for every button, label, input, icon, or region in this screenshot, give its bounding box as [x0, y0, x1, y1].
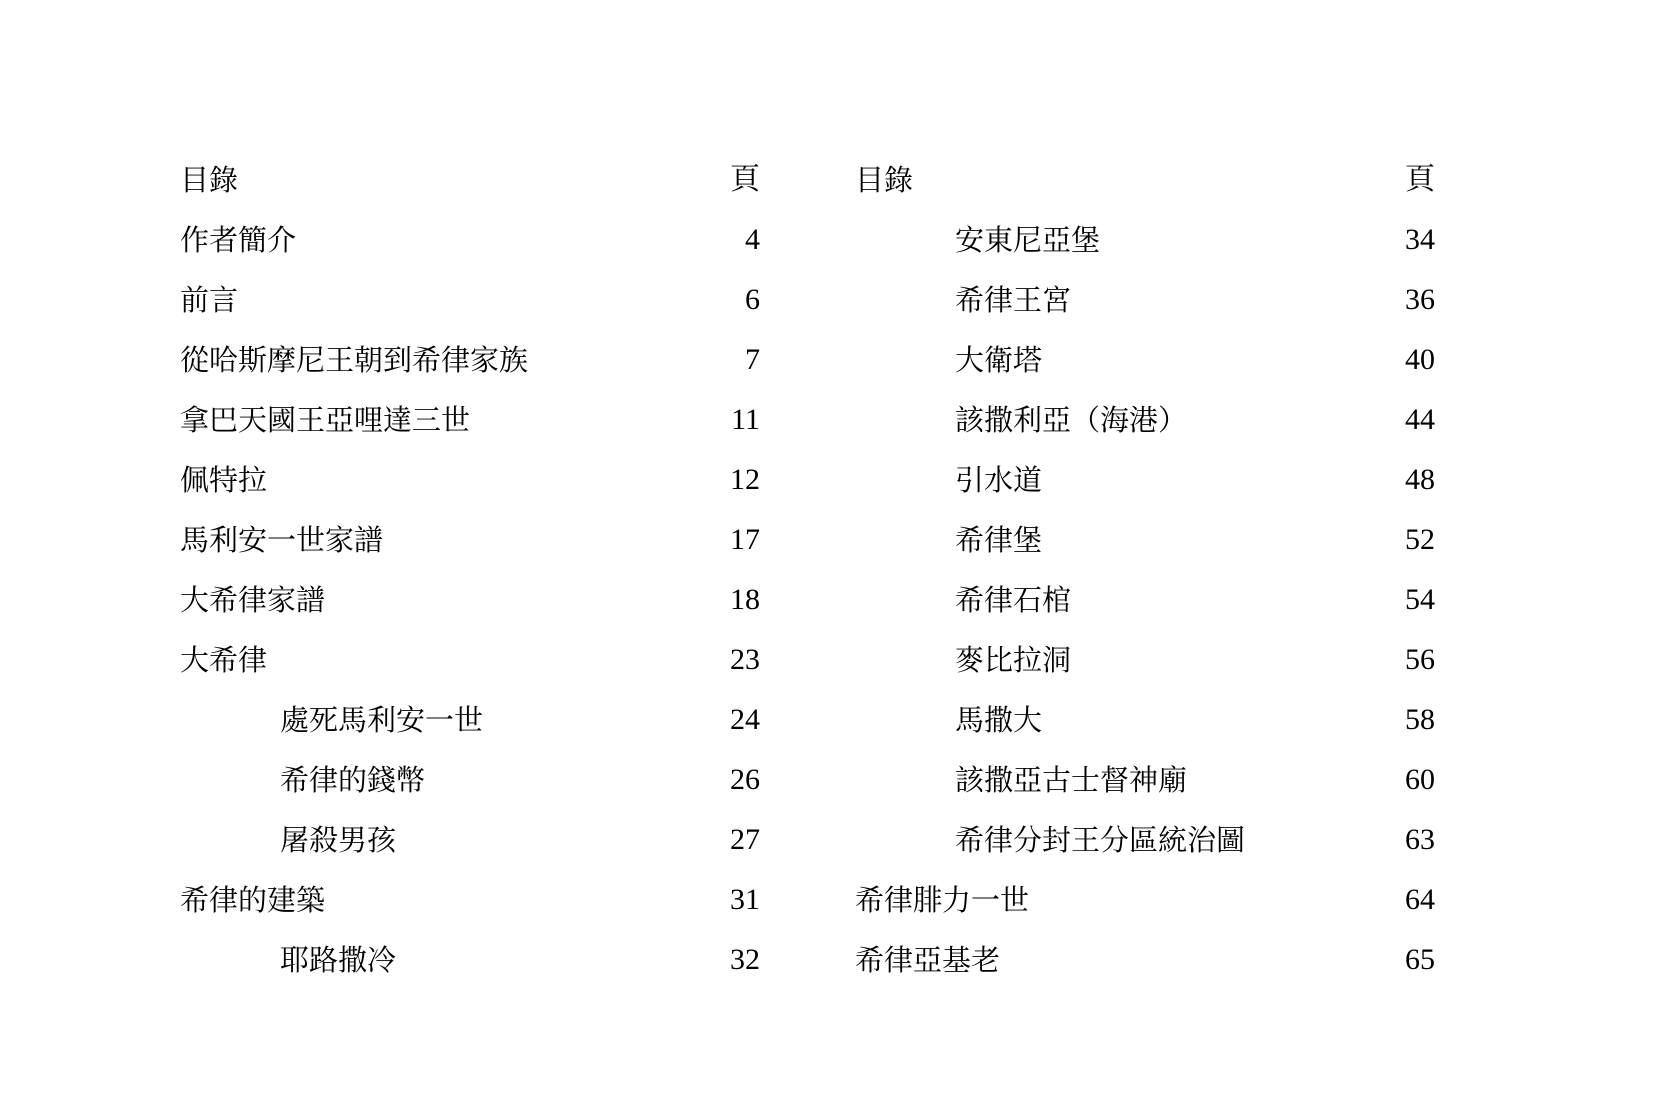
toc-entry-title: 前言 — [180, 283, 239, 317]
toc-entry-title: 馬撒大 — [955, 703, 1043, 737]
toc-column-left — [180, 160, 760, 1000]
toc-entry — [180, 760, 760, 820]
toc-entry — [855, 340, 1435, 400]
toc-heading: 目錄 — [180, 163, 239, 197]
toc-entry — [855, 280, 1435, 340]
toc-entry-title: 大希律家譜 — [180, 583, 326, 617]
toc-entry — [855, 760, 1435, 820]
toc-entries-left — [180, 220, 760, 1000]
toc-entry-title: 大衛塔 — [955, 343, 1043, 377]
toc-entry-page-number: 31 — [730, 883, 760, 916]
toc-entry-page-number: 27 — [730, 823, 760, 856]
toc-entry-title: 處死馬利安一世 — [280, 703, 484, 737]
page-column-heading: 頁 — [1405, 163, 1435, 196]
toc-entry-page-number: 32 — [730, 943, 760, 976]
toc-entry-page-number: 12 — [730, 463, 760, 496]
toc-column-right — [855, 160, 1435, 1000]
toc-entry-title: 希律石棺 — [955, 583, 1072, 617]
toc-entry-page-number: 65 — [1405, 943, 1435, 976]
toc-entry — [180, 280, 760, 340]
toc-entry — [180, 340, 760, 400]
toc-entry — [855, 700, 1435, 760]
toc-entry-page-number: 24 — [730, 703, 760, 736]
toc-entry-page-number: 64 — [1405, 883, 1435, 916]
toc-entry-page-number: 48 — [1405, 463, 1435, 496]
toc-entry-title: 安東尼亞堡 — [955, 223, 1101, 257]
toc-entry — [855, 940, 1435, 1000]
toc-entry — [180, 220, 760, 280]
toc-entry-title: 希律王宮 — [955, 283, 1072, 317]
toc-entry-title: 該撒亞古士督神廟 — [955, 763, 1188, 797]
toc-entry-title: 屠殺男孩 — [280, 823, 397, 857]
toc-entry — [180, 580, 760, 640]
toc-entry-page-number: 26 — [730, 763, 760, 796]
toc-entry — [855, 580, 1435, 640]
toc-entry-title: 從哈斯摩尼王朝到希律家族 — [180, 343, 529, 377]
toc-entry — [180, 640, 760, 700]
toc-entry-title: 耶路撒冷 — [280, 943, 397, 977]
toc-entry-title: 麥比拉洞 — [955, 643, 1072, 677]
toc-entry — [855, 880, 1435, 940]
page-column-heading: 頁 — [730, 163, 760, 196]
toc-entry-title: 作者簡介 — [180, 223, 297, 257]
toc-entry-page-number: 40 — [1405, 343, 1435, 376]
toc-entry — [855, 220, 1435, 280]
toc-entry-title: 希律腓力一世 — [855, 883, 1030, 917]
toc-entry-page-number: 7 — [745, 343, 760, 376]
toc-entry-page-number: 34 — [1405, 223, 1435, 256]
toc-entry-title: 馬利安一世家譜 — [180, 523, 384, 557]
toc-entry-page-number: 4 — [745, 223, 760, 256]
toc-entry-page-number: 6 — [745, 283, 760, 316]
toc-entry-page-number: 36 — [1405, 283, 1435, 316]
toc-entry-page-number: 54 — [1405, 583, 1435, 616]
toc-entry-page-number: 56 — [1405, 643, 1435, 676]
toc-entry — [180, 940, 760, 1000]
toc-entry-page-number: 18 — [730, 583, 760, 616]
toc-entry-page-number: 44 — [1405, 403, 1435, 436]
toc-entry-title: 該撒利亞（海港） — [955, 403, 1188, 437]
toc-entry — [855, 400, 1435, 460]
toc-entry-page-number: 17 — [730, 523, 760, 556]
toc-entry-title: 希律的建築 — [180, 883, 326, 917]
toc-header-right — [855, 160, 1435, 220]
toc-entry — [855, 640, 1435, 700]
toc-entry — [855, 520, 1435, 580]
toc-entry-title: 引水道 — [955, 463, 1043, 497]
toc-entry-title: 希律分封王分區統治圖 — [955, 823, 1246, 857]
toc-entry — [180, 700, 760, 760]
toc-heading: 目錄 — [855, 163, 914, 197]
toc-entry-page-number: 23 — [730, 643, 760, 676]
toc-entry — [180, 820, 760, 880]
toc-entry-page-number: 58 — [1405, 703, 1435, 736]
toc-entry-title: 佩特拉 — [180, 463, 268, 497]
toc-entry — [180, 400, 760, 460]
toc-entry-page-number: 60 — [1405, 763, 1435, 796]
toc-entry — [180, 520, 760, 580]
toc-entry-page-number: 63 — [1405, 823, 1435, 856]
toc-header-left — [180, 160, 760, 220]
toc-entry-page-number: 11 — [731, 403, 760, 436]
toc-entry-title: 希律的錢幣 — [280, 763, 426, 797]
toc-entry — [855, 460, 1435, 520]
toc-entry — [180, 880, 760, 940]
toc-entry-title: 希律亞基老 — [855, 943, 1001, 977]
toc-entry-title: 大希律 — [180, 643, 268, 677]
toc-entry-title: 拿巴天國王亞哩達三世 — [180, 403, 471, 437]
toc-entry-page-number: 52 — [1405, 523, 1435, 556]
toc-entry-title: 希律堡 — [955, 523, 1043, 557]
toc-entry — [180, 460, 760, 520]
toc-entries-right — [855, 220, 1435, 1000]
toc-entry — [855, 820, 1435, 880]
